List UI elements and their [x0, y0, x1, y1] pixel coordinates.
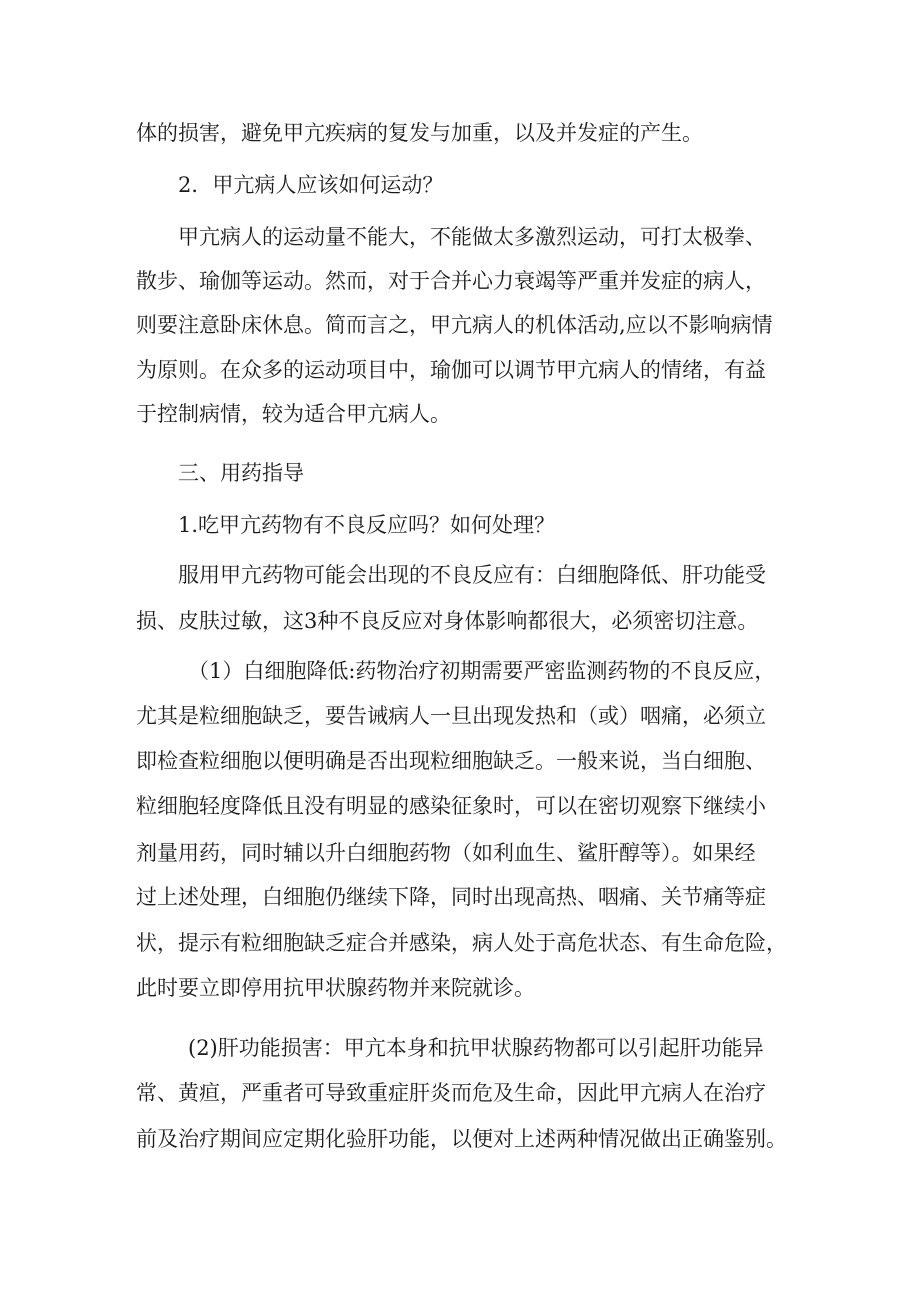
text-line: 前及治疗期间应定期化验肝功能，以便对上述两种情况做出正确鉴别。	[136, 1127, 787, 1151]
section-heading: 2．甲亢病人应该如何运动？	[178, 173, 444, 197]
section-heading: 1.吃甲亢药物有不良反应吗？如何处理？	[178, 513, 556, 537]
text-line: 为原则。在众多的运动项目中，瑜伽可以调节甲亢病人的情绪，有益	[136, 358, 766, 382]
text-line: (2)肝功能损害：甲亢本身和抗甲状腺药物都可以引起肝功能异	[188, 1036, 764, 1060]
text-line: 体的损害，避免甲亢疾病的复发与加重，以及并发症的产生。	[136, 121, 703, 145]
text-line: 粒细胞轻度降低且没有明显的感染征象时，可以在密切观察下继续小	[136, 794, 766, 818]
text-line: 则要注意卧床休息。简而言之，甲亢病人的机体活动,应以不影响病情	[136, 313, 773, 337]
text-line: 服用甲亢药物可能会出现的不良反应有：白细胞降低、肝功能受	[178, 563, 766, 587]
text-line: 过上述处理，白细胞仍继续下降，同时出现高热、咽痛、关节痛等症	[136, 885, 766, 909]
text-line: 状，提示有粒细胞缺乏症合并感染，病人处于高危状态、有生命危险，	[136, 931, 787, 955]
text-line: 于控制病情，较为适合甲亢病人。	[136, 402, 451, 426]
text-line: 散步、瑜伽等运动。然而，对于合并心力衰竭等严重并发症的病人，	[136, 269, 766, 293]
text-line: 即检查粒细胞以便明确是否出现粒细胞缺乏。一般来说，当白细胞、	[136, 749, 766, 773]
text-line: 甲亢病人的运动量不能大，不能做太多激烈运动，可打太极拳、	[178, 225, 766, 249]
text-line: 尤其是粒细胞缺乏，要告诫病人一旦出现发热和（或）咽痛，必须立	[136, 704, 766, 728]
section-heading: 三、用药指导	[178, 461, 304, 485]
document-body	[136, 112, 796, 1172]
text-line: 剂量用药，同时辅以升白细胞药物（如利血生、鲨肝醇等）。如果经	[136, 841, 756, 865]
text-line: （1）白细胞降低:药物治疗初期需要严密监测药物的不良反应，	[188, 659, 776, 683]
text-line: 常、黄疸，严重者可导致重症肝炎而危及生命，因此甲亢病人在治疗	[136, 1081, 766, 1105]
text-line: 损、皮肤过敏，这3种不良反应对身体影响都很大，必须密切注意。	[136, 609, 759, 633]
text-line: 此时要立即停用抗甲状腺药物并来院就诊。	[136, 976, 535, 1000]
